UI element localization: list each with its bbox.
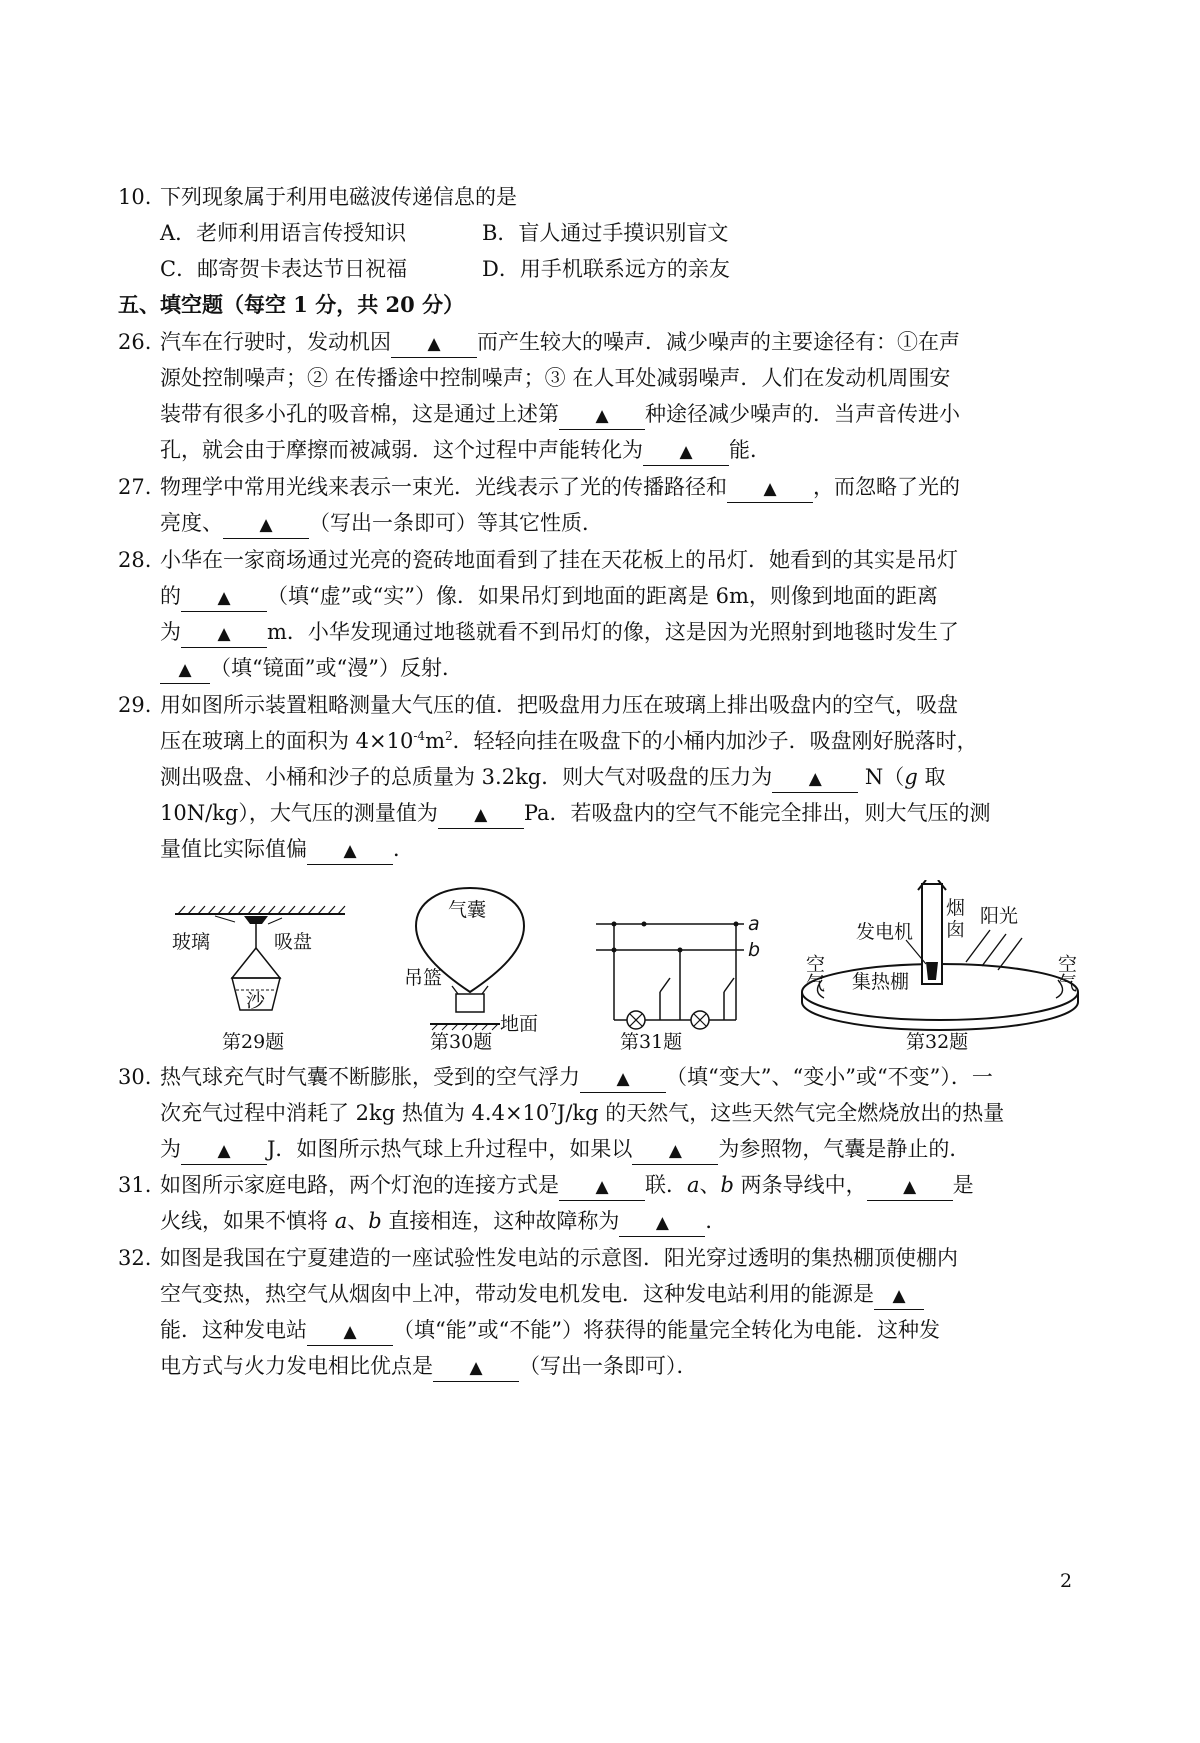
q32-text: 能．这种发电站 xyxy=(160,1318,307,1342)
q30-number: 30. xyxy=(118,1065,152,1089)
answer-blank[interactable] xyxy=(307,1317,393,1346)
q30-text: J．如图所示热气球上升过程中，如果以 xyxy=(267,1137,633,1161)
q10-option-d: D．用手机联系远方的亲友 xyxy=(482,257,730,281)
figure-31 xyxy=(596,913,760,1053)
basket-icon xyxy=(456,994,484,1012)
q26-text: 装带有很多小孔的吸音棉，这是通过上述第 xyxy=(160,402,559,426)
fig29-label-cup: 吸盘 xyxy=(274,931,313,953)
q26-text: 源处控制噪声；② 在传播途中控制噪声；③ 在人耳处减弱噪声．人们在发动机周围安 xyxy=(160,366,951,390)
q31-wire-a: a xyxy=(334,1209,348,1233)
q29-g-symbol: g xyxy=(904,765,918,789)
q29-text: 量值比实际值偏 xyxy=(160,837,307,861)
q29-text: ． xyxy=(393,837,414,861)
section-title: 五、填空题（每空 1 分，共 20 分） xyxy=(118,292,465,317)
q29-text: 用如图所示装置粗略测量大气压的值．把吸盘用力压在玻璃上排出吸盘内的空气，吸盘 xyxy=(160,693,958,717)
answer-blank[interactable] xyxy=(643,437,729,466)
q28-text: 为 xyxy=(160,620,181,644)
q26-text: 孔，就会由于摩擦而被减弱．这个过程中声能转化为 xyxy=(160,438,643,462)
q31-text: 两条导线中， xyxy=(733,1173,867,1197)
fig29-label-sand: 沙 xyxy=(246,990,266,1012)
answer-blank[interactable] xyxy=(559,401,645,430)
q28-text: 小华在一家商场通过光亮的瓷砖地面看到了挂在天花板上的吊灯．她看到的其实是吊灯 xyxy=(160,548,958,572)
q29-text: 取 xyxy=(917,765,946,789)
figures-row xyxy=(0,880,1200,1056)
answer-blank[interactable] xyxy=(433,1353,519,1382)
q28-number: 28. xyxy=(118,548,152,572)
fig30-label-bag: 气囊 xyxy=(448,899,487,921)
q31-wire-b: b xyxy=(368,1209,382,1233)
q31-number: 31. xyxy=(118,1173,152,1197)
triangle-mark: ▲ xyxy=(679,442,693,462)
q29-text: 压在玻璃上的面积为 4×10 xyxy=(160,729,414,753)
answer-blank[interactable] xyxy=(874,1281,924,1310)
answer-blank[interactable] xyxy=(223,510,309,539)
q31-text: 、 xyxy=(347,1209,369,1233)
answer-blank[interactable] xyxy=(619,1208,705,1237)
q30-text: 为参照物，气囊是静止的． xyxy=(718,1137,971,1161)
suction-cup-icon xyxy=(244,916,268,924)
answer-blank[interactable] xyxy=(181,583,267,612)
fig30-label-basket: 吊篮 xyxy=(404,967,443,989)
q29-number: 29. xyxy=(118,693,152,717)
answer-blank[interactable] xyxy=(580,1064,666,1093)
q32-text: （填“能”或“不能”）将获得的能量完全转化为电能．这种发 xyxy=(393,1318,940,1342)
triangle-mark: ▲ xyxy=(474,805,488,825)
q32-text: 电方式与火力发电相比优点是 xyxy=(160,1354,433,1378)
q29-text: 10N/kg），大气压的测量值为 xyxy=(160,801,438,825)
triangle-mark: ▲ xyxy=(655,1213,669,1233)
answer-blank[interactable] xyxy=(160,655,210,684)
q10-stem: 下列现象属于利用电磁波传递信息的是 xyxy=(160,185,517,209)
answer-blank[interactable] xyxy=(438,800,524,829)
triangle-mark: ▲ xyxy=(217,1141,231,1161)
fig30-caption: 第30题 xyxy=(430,1031,493,1053)
fig31-caption: 第31题 xyxy=(620,1031,683,1053)
q31-wire-b: b xyxy=(720,1173,734,1197)
answer-blank[interactable] xyxy=(181,619,267,648)
fig32-label-air-right: 空气 xyxy=(1055,954,1077,992)
exponent: 2 xyxy=(444,729,453,743)
triangle-mark: ▲ xyxy=(616,1069,630,1089)
q30-text: （填“变大”、“变小”或“不变”）．一 xyxy=(666,1065,993,1089)
q32-text: 如图是我国在宁夏建造的一座试验性发电站的示意图．阳光穿过透明的集热棚顶使棚内 xyxy=(160,1246,958,1270)
fig32-label-shed: 集热棚 xyxy=(852,971,910,993)
q27-text: 亮度、 xyxy=(160,511,223,535)
q10-option-c: C．邮寄贺卡表达节日祝福 xyxy=(160,257,408,281)
q26-text: 汽车在行驶时，发动机因 xyxy=(160,330,391,354)
q26-text: 种途径减少噪声的．当声音传进小 xyxy=(645,402,960,426)
answer-blank[interactable] xyxy=(632,1136,718,1165)
q28-text: （填“镜面”或“漫”）反射． xyxy=(210,656,463,680)
q29-text: Pa．若吸盘内的空气不能完全排出，则大气压的测 xyxy=(523,801,991,825)
fig31-label-b: b xyxy=(748,939,761,961)
answer-blank[interactable] xyxy=(772,764,858,793)
triangle-mark: ▲ xyxy=(217,588,231,608)
q28-text: m．小华发现通过地毯就看不到吊灯的像，这是因为光照射到地毯时发生了 xyxy=(267,620,959,644)
triangle-mark: ▲ xyxy=(808,769,822,789)
exponent: 7 xyxy=(549,1101,557,1115)
q29-text: 测出吸盘、小桶和沙子的总质量为 3.2kg．则大气对吸盘的压力为 xyxy=(160,765,773,789)
triangle-mark: ▲ xyxy=(178,660,192,680)
q10-option-b: B．盲人通过手摸识别盲文 xyxy=(482,221,729,245)
q31-text: 火线，如果不慎将 xyxy=(160,1209,335,1233)
answer-blank[interactable] xyxy=(181,1136,267,1165)
q10-number: 10. xyxy=(118,185,152,209)
q31-text: 直接相连，这种故障称为 xyxy=(381,1209,620,1233)
exponent: -4 xyxy=(413,729,426,743)
q32-number: 32. xyxy=(118,1246,152,1270)
answer-blank[interactable] xyxy=(727,474,813,503)
triangle-mark: ▲ xyxy=(595,406,609,426)
q32-text: （写出一条即可）． xyxy=(519,1354,698,1378)
switch-icon xyxy=(660,978,670,992)
q28-text: 的 xyxy=(160,584,181,608)
q26-text: 能． xyxy=(729,438,771,462)
triangle-mark: ▲ xyxy=(668,1141,682,1161)
page-number: 2 xyxy=(1060,1570,1073,1592)
triangle-mark: ▲ xyxy=(892,1286,906,1306)
triangle-mark: ▲ xyxy=(903,1177,917,1197)
fig32-label-generator: 发电机 xyxy=(856,921,914,943)
figure-29 xyxy=(172,906,345,1053)
triangle-mark: ▲ xyxy=(343,841,357,861)
q30-text: 热气球充气时气囊不断膨胀，受到的空气浮力 xyxy=(160,1065,580,1089)
fig32-label-air-left: 空气 xyxy=(803,954,825,992)
q31-text: 联． xyxy=(645,1173,687,1197)
fig29-caption: 第29题 xyxy=(222,1031,285,1053)
answer-blank[interactable] xyxy=(307,836,393,865)
generator-icon xyxy=(926,962,938,980)
triangle-mark: ▲ xyxy=(469,1358,483,1378)
triangle-mark: ▲ xyxy=(217,624,231,644)
switch-icon xyxy=(724,978,734,992)
q27-text: ，而忽略了光的 xyxy=(813,475,960,499)
q29-text: N（ xyxy=(858,765,905,789)
answer-blank[interactable] xyxy=(391,329,477,358)
q30-text: 为 xyxy=(160,1137,181,1161)
q26-number: 26. xyxy=(118,330,152,354)
figure-30 xyxy=(404,888,538,1053)
triangle-mark: ▲ xyxy=(259,515,273,535)
fig32-label-sun: 阳光 xyxy=(980,905,1019,927)
fig32-label-chimney: 烟 xyxy=(946,897,966,919)
triangle-mark: ▲ xyxy=(343,1322,357,1342)
q31-text: 、 xyxy=(699,1173,721,1197)
q31-text: ． xyxy=(705,1209,727,1233)
q31-text: 是 xyxy=(952,1173,974,1197)
q26-text: 而产生较大的噪声．减少噪声的主要途径有：①在声 xyxy=(477,330,960,354)
fig29-label-glass: 玻璃 xyxy=(172,931,211,953)
q27-text: 物理学中常用光线来表示一束光．光线表示了光的传播路径和 xyxy=(160,475,727,499)
triangle-mark: ▲ xyxy=(427,334,441,354)
answer-blank[interactable] xyxy=(867,1172,953,1201)
bucket-rope xyxy=(232,948,280,978)
q10-option-a: A．老师利用语言传授知识 xyxy=(160,221,407,245)
q30-text: 次充气过程中消耗了 2kg 热值为 4.4×10 xyxy=(160,1101,550,1125)
fig32-caption: 第32题 xyxy=(906,1031,969,1053)
q31-wire-a: a xyxy=(687,1173,700,1197)
q29-text: ．轻轻向挂在吸盘下的小桶内加沙子．吸盘刚好脱落时， xyxy=(452,729,978,753)
q27-number: 27. xyxy=(118,475,152,499)
triangle-mark: ▲ xyxy=(595,1177,609,1197)
ceiling-hatch xyxy=(178,906,345,914)
fig32-label-chimney: 囱 xyxy=(946,919,966,941)
figure-32 xyxy=(802,880,1078,1053)
answer-blank[interactable] xyxy=(559,1172,645,1201)
fig31-label-a: a xyxy=(748,913,760,935)
q27-text: （写出一条即可）等其它性质． xyxy=(309,511,603,535)
q30-text: J/kg 的天然气，这些天然气完全燃烧放出的热量 xyxy=(556,1101,1005,1125)
triangle-mark: ▲ xyxy=(763,479,777,499)
q28-text: （填“虚”或“实”）像．如果吊灯到地面的距离是 6m，则像到地面的距离 xyxy=(267,584,938,608)
fig30-label-ground: 地面 xyxy=(500,1013,539,1035)
q31-text: 如图所示家庭电路，两个灯泡的连接方式是 xyxy=(160,1173,559,1197)
q29-text: m xyxy=(425,729,445,753)
q32-text: 空气变热，热空气从烟囱中上冲，带动发电机发电．这种发电站利用的能源是 xyxy=(160,1282,874,1306)
